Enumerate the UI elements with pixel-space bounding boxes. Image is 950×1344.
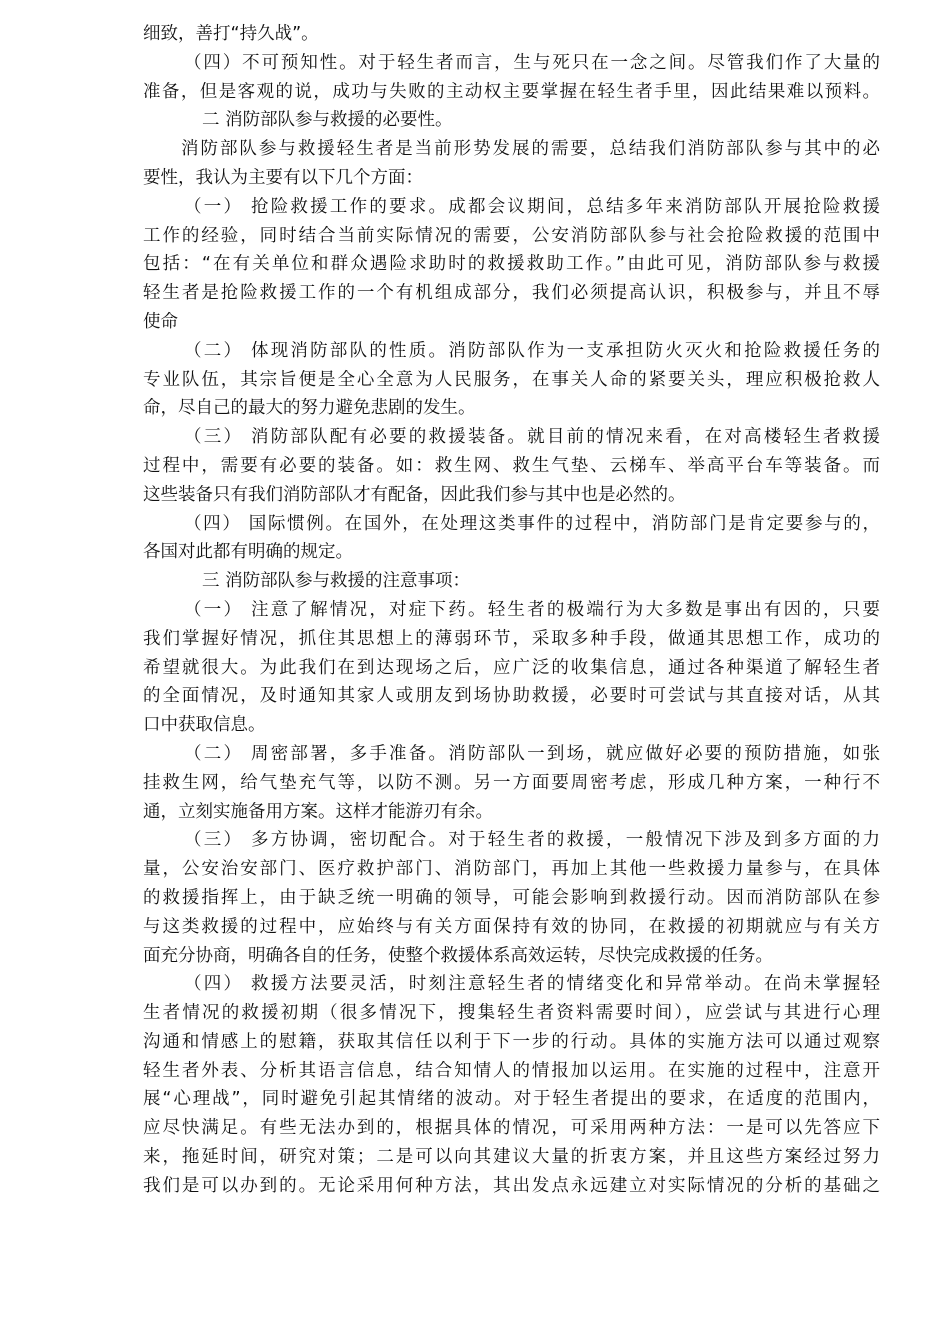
text-line: 面充分协商，明确各自的任务，使整个救援体系高效运转，尽快完成救援的任务。 <box>143 945 773 966</box>
text-line: 口中获取信息。 <box>143 715 266 736</box>
text-line: 消防部队参与救援轻生者是当前形势发展的需要，总结我们消防部队参与其中的必 <box>181 139 880 160</box>
text-line: 三 消防部队参与救援的注意事项： <box>202 571 471 592</box>
text-line: 这些装备只有我们消防部队才有配备，因此我们参与其中也是必然的。 <box>143 484 686 505</box>
text-line: 沟通和情感上的慰籍，获取其信任以利于下一步的行动。具体的实施方法可以通过观察 <box>143 1031 880 1052</box>
text-line: 使命 <box>143 311 178 332</box>
text-line: 工作的经验，同时结合当前实际情况的需要，公安消防部队参与社会抢险救援的范围中 <box>143 225 880 246</box>
text-line: 通，立刻实施备用方案。这样才能游刃有余。 <box>143 801 493 822</box>
document-body <box>143 20 880 1201</box>
text-line: 要性，我认为主要有以下几个方面： <box>143 167 423 188</box>
text-line: 来，拖延时间，研究对策；二是可以向其建议大量的折衷方案，并且这些方案经过努力 <box>143 1147 880 1168</box>
text-line: 二 消防部队参与救援的必要性。 <box>202 110 453 131</box>
text-line: （二） 体现消防部队的性质。消防部队作为一支承担防火灭火和抢险救援任务的 <box>184 340 880 361</box>
text-line: （三） 多方协调，密切配合。对于轻生者的救援，一般情况下涉及到多方面的力 <box>184 830 880 851</box>
text-line: 轻生者外表、分析其语言信息，结合知情人的情报加以运用。在实施的过程中，注意开 <box>143 1060 880 1081</box>
text-line: 应尽快满足。有些无法办到的，根据具体的情况，可采用两种方法：一是可以先答应下 <box>143 1118 880 1139</box>
text-line: （一） 注意了解情况，对症下药。轻生者的极端行为大多数是事出有因的，只要 <box>184 599 880 620</box>
text-line: 与这类救援的过程中，应始终与有关方面保持有效的协同，在救援的初期就应与有关方 <box>143 916 880 937</box>
text-line: 量，公安治安部门、医疗救护部门、消防部门，再加上其他一些救援力量参与，在具体 <box>143 859 880 880</box>
text-line: 过程中，需要有必要的装备。如：救生网、救生气垫、云梯车、举高平台车等装备。而 <box>143 455 880 476</box>
text-line: （三） 消防部队配有必要的救援装备。就目前的情况来看，在对高楼轻生者救援 <box>184 427 880 448</box>
text-line: （四） 救援方法要灵活，时刻注意轻生者的情绪变化和异常举动。在尚未掌握轻 <box>184 974 880 995</box>
text-line: 我们掌握好情况，抓住其思想上的薄弱环节，采取多种手段，做通其思想工作，成功的 <box>143 628 880 649</box>
text-line: 生者情况的救援初期（很多情况下，搜集轻生者资料需要时间），应尝试与其进行心理 <box>143 1003 880 1024</box>
text-line: （二） 周密部署，多手准备。消防部队一到场，就应做好必要的预防措施，如张 <box>184 743 880 764</box>
text-line: 准备，但是客观的说，成功与失败的主动权主要掌握在轻生者手里，因此结果难以预料。 <box>143 81 880 102</box>
text-line: 我们是可以办到的。无论采用何种方法，其出发点永远建立对实际情况的分析的基础之 <box>143 1175 880 1196</box>
text-line: 的全面情况，及时通知其家人或朋友到场协助救援，必要时可尝试与其直接对话，从其 <box>143 686 880 707</box>
text-line: 轻生者是抢险救援工作的一个有机组成部分，我们必须提高认识，积极参与，并且不辱 <box>143 283 880 304</box>
text-line: 展“心理战”，同时避免引起其情绪的波动。对于轻生者提出的要求，在适度的范围内， <box>143 1089 880 1110</box>
text-line: 各国对此都有明确的规定。 <box>143 542 353 563</box>
text-line: （四）不可预知性。对于轻生者而言，生与死只在一念之间。尽管我们作了大量的 <box>184 52 880 73</box>
text-line: （一） 抢险救援工作的要求。成都会议期间，总结多年来消防部队开展抢险救援 <box>184 196 880 217</box>
text-line: （四） 国际惯例。在国外，在处理这类事件的过程中，消防部门是肯定要参与的， <box>184 513 880 534</box>
text-line: 希望就很大。为此我们在到达现场之后，应广泛的收集信息，通过各种渠道了解轻生者 <box>143 657 880 678</box>
text-line: 挂救生网，给气垫充气等，以防不测。另一方面要周密考虑，形成几种方案，一种行不 <box>143 772 880 793</box>
text-line: 包括：“在有关单位和群众遇险求助时的救援救助工作。”由此可见，消防部队参与救援 <box>143 254 880 275</box>
text-line: 的救援指挥上，由于缺乏统一明确的领导，可能会影响到救援行动。因而消防部队在参 <box>143 887 880 908</box>
text-line: 专业队伍，其宗旨便是全心全意为人民服务，在事关人命的紧要关头，理应积极抢救人 <box>143 369 880 390</box>
text-line: 细致，善打“持久战”。 <box>143 24 319 44</box>
text-line: 命，尽自己的最大的努力避免悲剧的发生。 <box>143 398 476 419</box>
